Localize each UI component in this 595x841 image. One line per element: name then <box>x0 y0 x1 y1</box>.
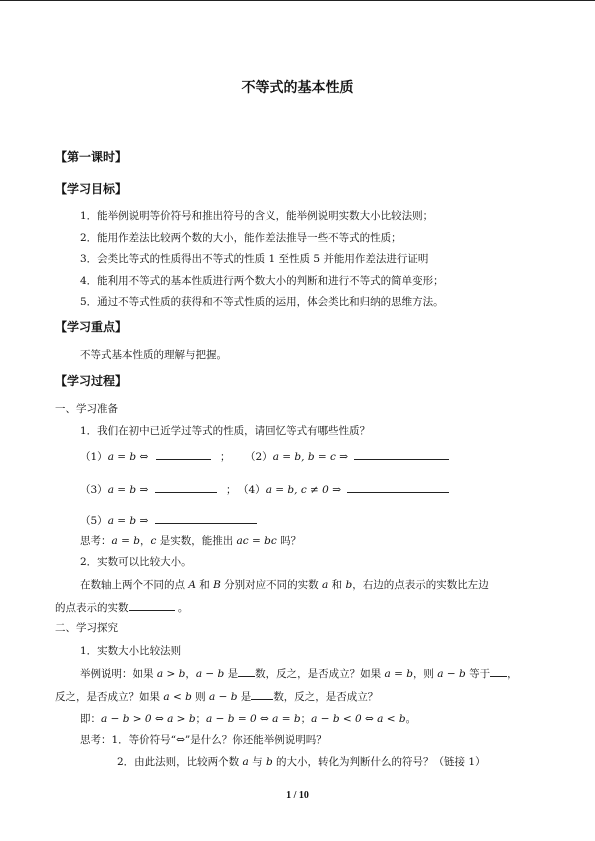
comparison-rule: 即：a − b > 0 ⇔ a > b；a − b = 0 ⇔ a = b；a − b < 0 ⇔ a < b。 <box>80 713 417 725</box>
objective-item: 1．能举例说明等价符号和推出符号的含义，能举例说明实数大小比较法则； <box>80 210 434 222</box>
page-number: 1 / 10 <box>286 790 309 801</box>
answer-blank[interactable] <box>156 448 211 460</box>
objective-item: 2．能用作差法比较两个数的大小，能作差法推导一些不等式的性质； <box>80 232 402 244</box>
answer-blank[interactable] <box>238 665 255 677</box>
numberline-paragraph: 在数轴上两个不同的点 A 和 B 分别对应不同的实数 a 和 b，右边的点表示的实数比左边 <box>80 579 489 591</box>
answer-blank[interactable] <box>129 599 175 611</box>
think-question-3: 2．由此法则，比较两个数 a 与 b 的大小，转化为判断什么的符号？（链接 1） <box>117 756 486 768</box>
equality-item-1: （1）a = b ⇔ ； <box>80 448 230 464</box>
answer-blank[interactable] <box>251 688 273 700</box>
think-question: 思考：a = b，c 是实数，能推出 ac = bc 吗？ <box>80 535 302 547</box>
objective-item: 4．能利用不等式的基本性质进行两个数大小的判断和进行不等式的简单变形； <box>80 275 444 287</box>
answer-blank[interactable] <box>347 481 449 493</box>
section-process: 【学习过程】 <box>55 374 128 388</box>
section-lesson: 【第一课时】 <box>55 150 128 164</box>
example-line-2: 反之，是否成立？如果 a < b 则 a − b 是 数，反之，是否成立？ <box>55 688 378 704</box>
equivalence-symbol: ⇔ <box>176 734 185 746</box>
part2-subheading-1: 1．实数大小比较法则 <box>80 645 182 657</box>
answer-blank[interactable] <box>155 481 217 493</box>
objective-item: 3．会类比等式的性质得出不等式的性质 1 至性质 5 并能用作差法进行证明 <box>80 253 429 265</box>
page-title: 不等式的基本性质 <box>241 80 354 96</box>
numberline-paragraph-line2: 的点表示的实数 。 <box>55 599 188 615</box>
section-objectives: 【学习目标】 <box>55 182 128 196</box>
equality-item-4: （4）a = b, c ≠ 0 ⇒ <box>238 481 449 497</box>
part2-heading: 二、学习探究 <box>55 622 118 634</box>
part1-question-1: 1．我们在初中已近学过等式的性质，请回忆等式有哪些性质？ <box>80 425 371 437</box>
answer-blank[interactable] <box>155 512 257 524</box>
objective-item: 5．通过不等式性质的获得和不等式性质的运用，体会类比和归纳的思维方法。 <box>80 296 444 308</box>
equality-item-5: （5）a = b ⇒ <box>80 512 257 528</box>
equality-item-2: （2）a = b, b = c ⇒ <box>245 448 449 464</box>
part1-question-2: 2．实数可以比较大小。 <box>80 556 192 568</box>
top-border-line <box>0 0 595 1</box>
section-keypoints: 【学习重点】 <box>55 320 128 334</box>
answer-blank[interactable] <box>490 665 507 677</box>
example-line-1: 举例说明：如果 a > b，a − b 是 数，反之，是否成立？如果 a = b，则 a − b 等于 ， <box>80 665 518 681</box>
keypoint-text: 不等式基本性质的理解与把握。 <box>80 349 227 361</box>
part1-heading: 一、学习准备 <box>55 403 118 415</box>
think-question-2: 思考：1．等价符号“⇔”是什么？你还能举例说明吗？ <box>80 734 327 746</box>
answer-blank[interactable] <box>354 448 449 460</box>
equality-item-3: （3）a = b ⇒ ； <box>80 481 236 497</box>
